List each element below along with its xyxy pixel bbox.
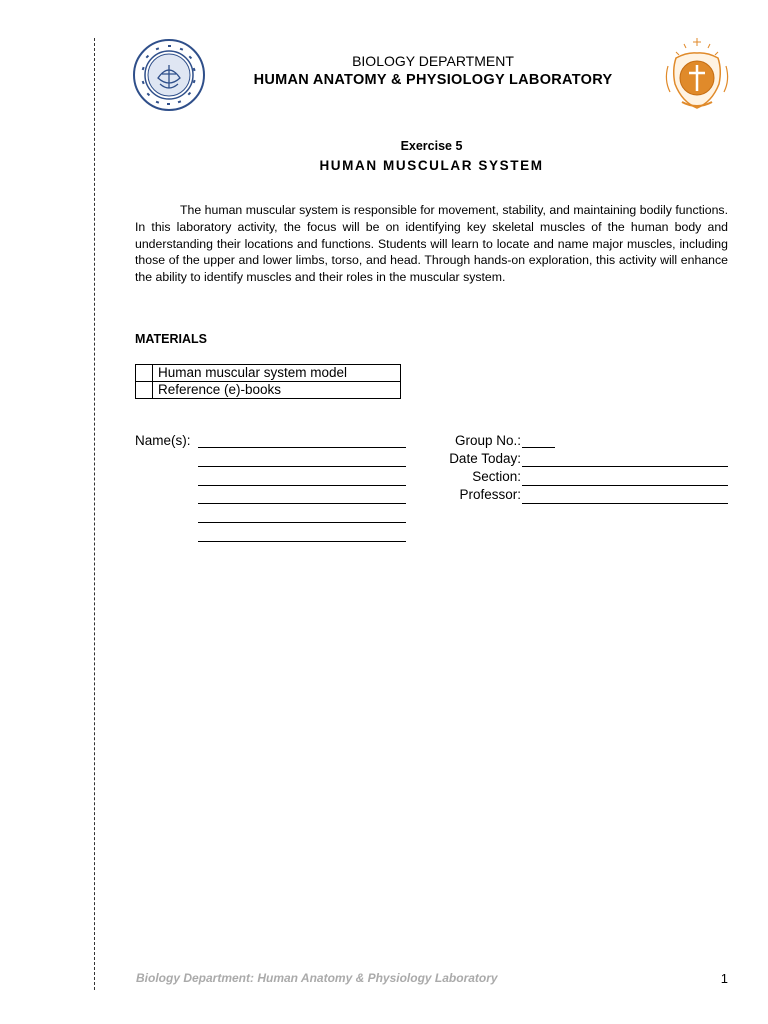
materials-item: Reference (e)-books (153, 382, 401, 399)
name-field[interactable] (198, 503, 406, 504)
date-label: Date Today: (449, 451, 521, 466)
department-heading: BIOLOGY DEPARTMENT (352, 53, 514, 69)
name-field[interactable] (198, 485, 406, 486)
materials-table (135, 364, 401, 399)
materials-row (136, 365, 401, 382)
section-field[interactable] (522, 485, 728, 486)
professor-label: Professor: (459, 487, 521, 502)
name-field[interactable] (198, 522, 406, 523)
materials-checkbox-cell[interactable] (136, 365, 153, 382)
exercise-title: HUMAN MUSCULAR SYSTEM (319, 158, 544, 173)
university-seal-logo (132, 38, 206, 112)
materials-checkbox-cell[interactable] (136, 382, 153, 399)
group-number-field[interactable] (522, 447, 555, 448)
materials-row (136, 382, 401, 399)
page-number: 1 (720, 971, 728, 986)
name-field[interactable] (198, 447, 406, 448)
materials-heading: MATERIALS (135, 332, 207, 346)
college-crest-logo (662, 36, 732, 110)
date-field[interactable] (522, 466, 728, 467)
intro-paragraph (135, 202, 728, 286)
binding-margin-line (94, 38, 95, 990)
professor-field[interactable] (522, 503, 728, 504)
section-label: Section: (472, 469, 521, 484)
intro-text: The human muscular system is responsible for movement, stability, and maintaining bodily functions. In this laboratory activity, the focus will be on identifying key skeletal muscles of the human body and understanding their locations and functions. Students will learn to locate and name major muscles, including those of the upper and lower limbs, torso, and head. Through hands-on exploration, this activity will enhance the ability to identify muscles and their roles in the muscular system. (135, 203, 728, 285)
materials-item: Human muscular system model (153, 365, 401, 382)
exercise-number: Exercise 5 (400, 139, 463, 153)
laboratory-heading: HUMAN ANATOMY & PHYSIOLOGY LABORATORY (253, 72, 613, 88)
names-label: Name(s): (135, 433, 191, 448)
group-number-label: Group No.: (454, 433, 521, 448)
name-field[interactable] (198, 466, 406, 467)
name-field[interactable] (198, 541, 406, 542)
footer-text: Biology Department: Human Anatomy & Physiology Laboratory (136, 971, 498, 985)
